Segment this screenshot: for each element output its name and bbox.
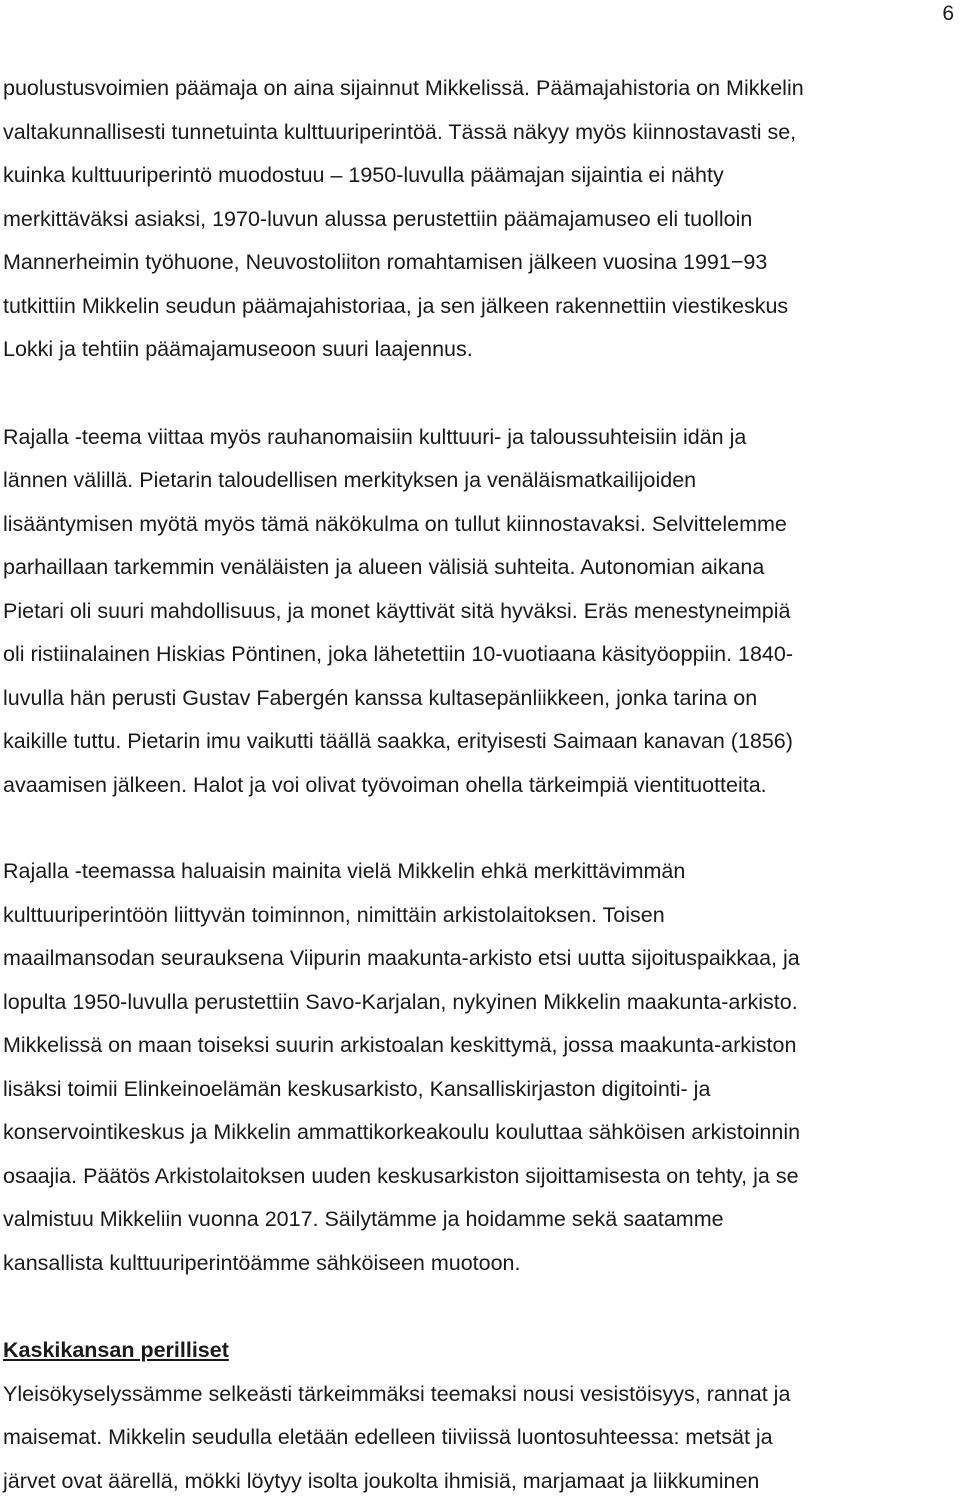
text-line: Mannerheimin työhuone, Neuvostoliiton romahtamisen jälkeen vuosina 1991−93 — [3, 241, 955, 285]
text-line: avaamisen jälkeen. Halot ja voi olivat työvoiman ohella tärkeimpiä vientituotteita. — [3, 764, 955, 808]
text-line: maisemat. Mikkelin seudulla eletään edelleen tiiviissä luontosuhteessa: metsät ja — [3, 1416, 955, 1460]
paragraph-spacer — [3, 1285, 955, 1329]
paragraph-spacer — [3, 807, 955, 850]
text-line: kansallista kulttuuriperintöämme sähköiseen muotoon. — [3, 1242, 955, 1286]
text-line: kuinka kulttuuriperintö muodostuu – 1950-luvulla päämajan sijaintia ei nähty — [3, 154, 955, 198]
text-line: maailmansodan seurauksena Viipurin maakunta-arkisto etsi uutta sijoituspaikkaa, ja — [3, 937, 955, 981]
text-line: osaajia. Päätös Arkistolaitoksen uuden keskusarkiston sijoittamisesta on tehty, ja se — [3, 1155, 955, 1199]
paragraph-spacer — [3, 372, 955, 416]
text-line: valmistuu Mikkeliin vuonna 2017. Säilytämme ja hoidamme sekä saatamme — [3, 1198, 955, 1242]
text-line: konservointikeskus ja Mikkelin ammattikorkeakoulu kouluttaa sähköisen arkistoinnin — [3, 1111, 955, 1155]
text-line: kulttuuriperintöön liittyvän toiminnon, nimittäin arkistolaitoksen. Toisen — [3, 894, 955, 938]
text-line: kaikille tuttu. Pietarin imu vaikutti täällä saakka, erityisesti Saimaan kanavan (1856) — [3, 720, 955, 764]
text-line: Rajalla -teema viittaa myös rauhanomaisiin kulttuuri- ja taloussuhteisiin idän ja — [3, 416, 955, 460]
text-line: oli ristiinalainen Hiskias Pöntinen, joka lähetettiin 10-vuotiaana käsityöoppiin. 1840- — [3, 633, 955, 677]
text-line: Lokki ja tehtiin päämajamuseoon suuri laajennus. — [3, 328, 955, 372]
text-line: lisääntymisen myötä myös tämä näkökulma on tullut kiinnostavaksi. Selvittelemme — [3, 503, 955, 547]
text-line: Rajalla -teemassa haluaisin mainita vielä Mikkelin ehkä merkittävimmän — [3, 850, 955, 894]
text-line: puolustusvoimien päämaja on aina sijainnut Mikkelissä. Päämajahistoria on Mikkelin — [3, 67, 955, 111]
text-line: luvulla hän perusti Gustav Fabergén kanssa kultasepänliikkeen, jonka tarina on — [3, 677, 955, 721]
text-line: tutkittiin Mikkelin seudun päämajahistoriaa, ja sen jälkeen rakennettiin viestikeskus — [3, 285, 955, 329]
document-body — [3, 67, 955, 1503]
text-line: järvet ovat äärellä, mökki löytyy isolta joukolta ihmisiä, marjamaat ja liikkuminen — [3, 1460, 955, 1503]
text-line: Pietari oli suuri mahdollisuus, ja monet käyttivät sitä hyväksi. Eräs menestyneimpiä — [3, 590, 955, 634]
text-line: valtakunnallisesti tunnetuinta kulttuuriperintöä. Tässä näkyy myös kiinnostavasti se, — [3, 111, 955, 155]
text-line: merkittäväksi asiaksi, 1970-luvun alussa perustettiin päämajamuseo eli tuolloin — [3, 198, 955, 242]
text-line: parhaillaan tarkemmin venäläisten ja alueen välisiä suhteita. Autonomian aikana — [3, 546, 955, 590]
section-heading: Kaskikansan perilliset — [3, 1329, 955, 1373]
paragraph-4 — [3, 1373, 955, 1503]
paragraph-1 — [3, 67, 955, 372]
paragraph-2 — [3, 416, 955, 808]
text-line: lännen välillä. Pietarin taloudellisen merkityksen ja venäläismatkailijoiden — [3, 459, 955, 503]
page-number: 6 — [942, 2, 954, 26]
text-line: lisäksi toimii Elinkeinoelämän keskusarkisto, Kansalliskirjaston digitointi- ja — [3, 1068, 955, 1112]
paragraph-3 — [3, 850, 955, 1285]
text-line: Mikkelissä on maan toiseksi suurin arkistoalan keskittymä, jossa maakunta-arkiston — [3, 1024, 955, 1068]
text-line: Yleisökyselyssämme selkeästi tärkeimmäksi teemaksi nousi vesistöisyys, rannat ja — [3, 1373, 955, 1417]
text-line: lopulta 1950-luvulla perustettiin Savo-Karjalan, nykyinen Mikkelin maakunta-arkisto. — [3, 981, 955, 1025]
